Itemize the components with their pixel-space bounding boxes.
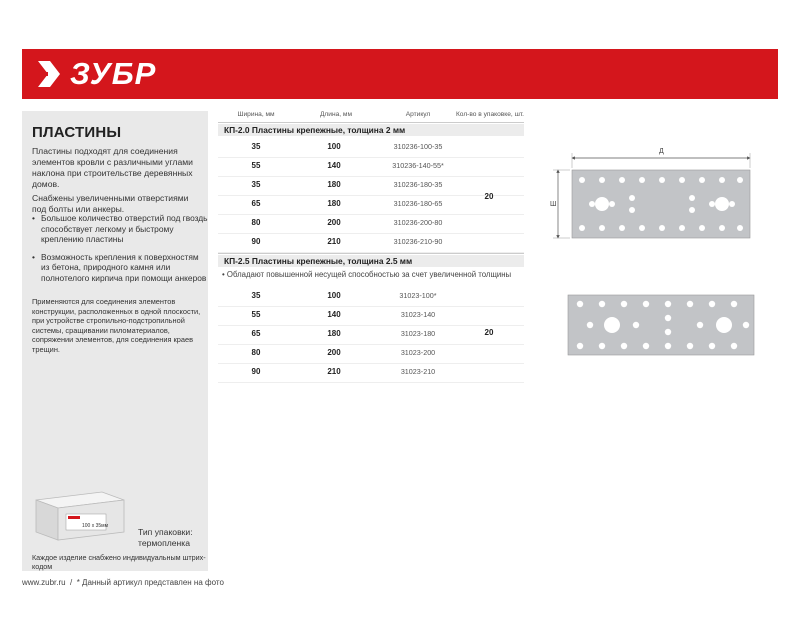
cell-width: 80 [251,348,261,357]
nail-hole [679,225,685,231]
cell-article: 31023-100* [399,291,437,300]
header-width: Ширина, мм [237,111,275,118]
nail-hole [699,225,705,231]
feature-item: • Большое количество отверстий под гвоздь способствует легкому и быстрому креплению пластины [32,213,208,245]
nail-hole [737,225,743,231]
nail-hole [709,201,715,207]
nail-hole [609,201,615,207]
brand-header [22,49,778,99]
intro-text [32,146,204,218]
package-size-label: 100 x 35мм [82,523,109,529]
intro-paragraph-2: Снабжены увеличенными отверстиями под болты или анкеры. [32,193,189,214]
cell-length: 180 [327,180,341,189]
table-row [218,138,524,158]
cell-length: 100 [327,291,341,300]
cell-qty: 20 [484,328,494,337]
package-photo [32,486,128,544]
nail-hole [621,343,627,349]
brand-logo [36,58,156,90]
bolt-hole [595,197,609,211]
package-type-value: термопленка [138,538,191,548]
nail-hole [665,329,671,335]
header-length: Длина, мм [319,111,353,118]
table-row [218,306,524,326]
nail-hole [643,343,649,349]
cell-length: 180 [327,199,341,208]
section-note-text: Обладают повышенной несущей способностью за счет увеличенной толщины [226,270,512,279]
cell-length: 210 [327,367,341,376]
brand-logo-icon [36,59,62,89]
cell-article: 31023-180 [400,329,436,338]
nail-hole [709,343,715,349]
table-row [218,233,524,253]
header-article: Артикул [405,111,431,118]
package-type [138,527,193,549]
plate-drawing [550,140,770,370]
bolt-hole [716,317,732,333]
cell-article: 31023-210 [400,367,436,376]
cell-article: 31023-140 [400,310,436,319]
package-type-label: Тип упаковки: [138,527,193,537]
brand-name: ЗУБР [70,56,157,91]
cell-length: 200 [327,348,341,357]
footer-note: * Данный артикул представлен на фото [76,578,224,587]
nail-hole [599,343,605,349]
table-row [218,363,524,383]
dimension-width-label: Ш [550,201,557,208]
nail-hole [629,207,635,213]
nail-hole [743,322,749,328]
cell-article: 310236-210-90 [393,237,443,246]
page-title: ПЛАСТИНЫ [32,124,122,141]
nail-hole [689,207,695,213]
cell-width: 55 [251,161,261,170]
table-row [218,287,524,307]
nail-hole [619,177,625,183]
nail-hole [589,201,595,207]
nail-hole [577,301,583,307]
dimension-length-label: Д [659,148,664,155]
nail-hole [731,301,737,307]
cell-width: 65 [251,199,261,208]
table-row [218,214,524,234]
nail-hole [639,225,645,231]
nail-hole [731,343,737,349]
nail-hole [665,301,671,307]
cell-article: 310236-180-35 [393,180,443,189]
footer-separator: / [70,578,73,587]
section-title: КП-2.0 Пластины крепежные, толщина 2 мм [224,125,406,135]
info-sidebar [22,111,208,571]
nail-hole [697,322,703,328]
cell-length: 140 [327,310,341,319]
divider [218,253,524,254]
nail-hole [621,301,627,307]
nail-hole [737,177,743,183]
nail-hole [579,225,585,231]
nail-hole [665,315,671,321]
nail-hole [579,177,585,183]
nail-hole [709,301,715,307]
cell-article: 310236-100-35 [393,142,443,151]
divider [218,122,524,123]
nail-hole [659,177,665,183]
nail-hole [687,343,693,349]
nail-hole [643,301,649,307]
table-row [218,344,524,364]
nail-hole [633,322,639,328]
cell-width: 90 [251,367,261,376]
nail-hole [577,343,583,349]
cell-width: 35 [251,180,261,189]
footer [22,578,224,587]
table-row [218,157,524,177]
cell-width: 80 [251,218,261,227]
cell-length: 140 [327,161,341,170]
cell-width: 35 [251,142,261,151]
bolt-hole [715,197,729,211]
cell-article: 310236-180-65 [393,199,443,208]
cell-article: 310236-140-55* [392,161,444,170]
nail-hole [719,177,725,183]
bolt-hole [604,317,620,333]
feature-item: • Возможность крепления к поверхностям из бетона, природного камня или полнотелого кирпича при помощи анкеров [32,252,208,284]
cell-width: 55 [251,310,261,319]
nail-hole [599,301,605,307]
footer-site-link[interactable]: www.zubr.ru [22,578,66,587]
cell-article: 310236-200-80 [393,218,443,227]
nail-hole [599,225,605,231]
nail-hole [729,201,735,207]
nail-hole [665,343,671,349]
cell-length: 180 [327,329,341,338]
header-qty: Кол-во в упаковке, шт. [455,111,525,118]
barcode-note: Каждое изделие снабжено индивидуальным штрих-кодом [32,553,206,571]
nail-hole [687,301,693,307]
feature-list [32,213,208,290]
cell-length: 200 [327,218,341,227]
cell-length: 100 [327,142,341,151]
nail-hole [679,177,685,183]
section-title: КП-2.5 Пластины крепежные, толщина 2.5 мм [224,256,413,266]
cell-width: 35 [251,291,261,300]
nail-hole [719,225,725,231]
nail-hole [639,177,645,183]
nail-hole [629,195,635,201]
intro-paragraph-1: Пластины подходят для соединения элементов кровли с различными углами наклона при строительстве деревянных домов. [32,146,193,189]
nail-hole [619,225,625,231]
cell-width: 90 [251,237,261,246]
nail-hole [587,322,593,328]
cell-width: 65 [251,329,261,338]
nail-hole [689,195,695,201]
section-note: • Обладают повышенной несущей способностью за счет увеличенной толщины [222,270,512,279]
cell-length: 210 [327,237,341,246]
nail-hole [699,177,705,183]
cell-article: 31023-200 [400,348,436,357]
nail-hole [659,225,665,231]
nail-hole [599,177,605,183]
cell-qty: 20 [484,192,494,201]
usage-text: Применяются для соединения элементов конструкции, расположенных в одной плоскости, при устройстве стропильно-подстропильной системы, сращивании пиломатериалов, сопряжении элементов, для соединения краев трещин. [32,297,201,354]
